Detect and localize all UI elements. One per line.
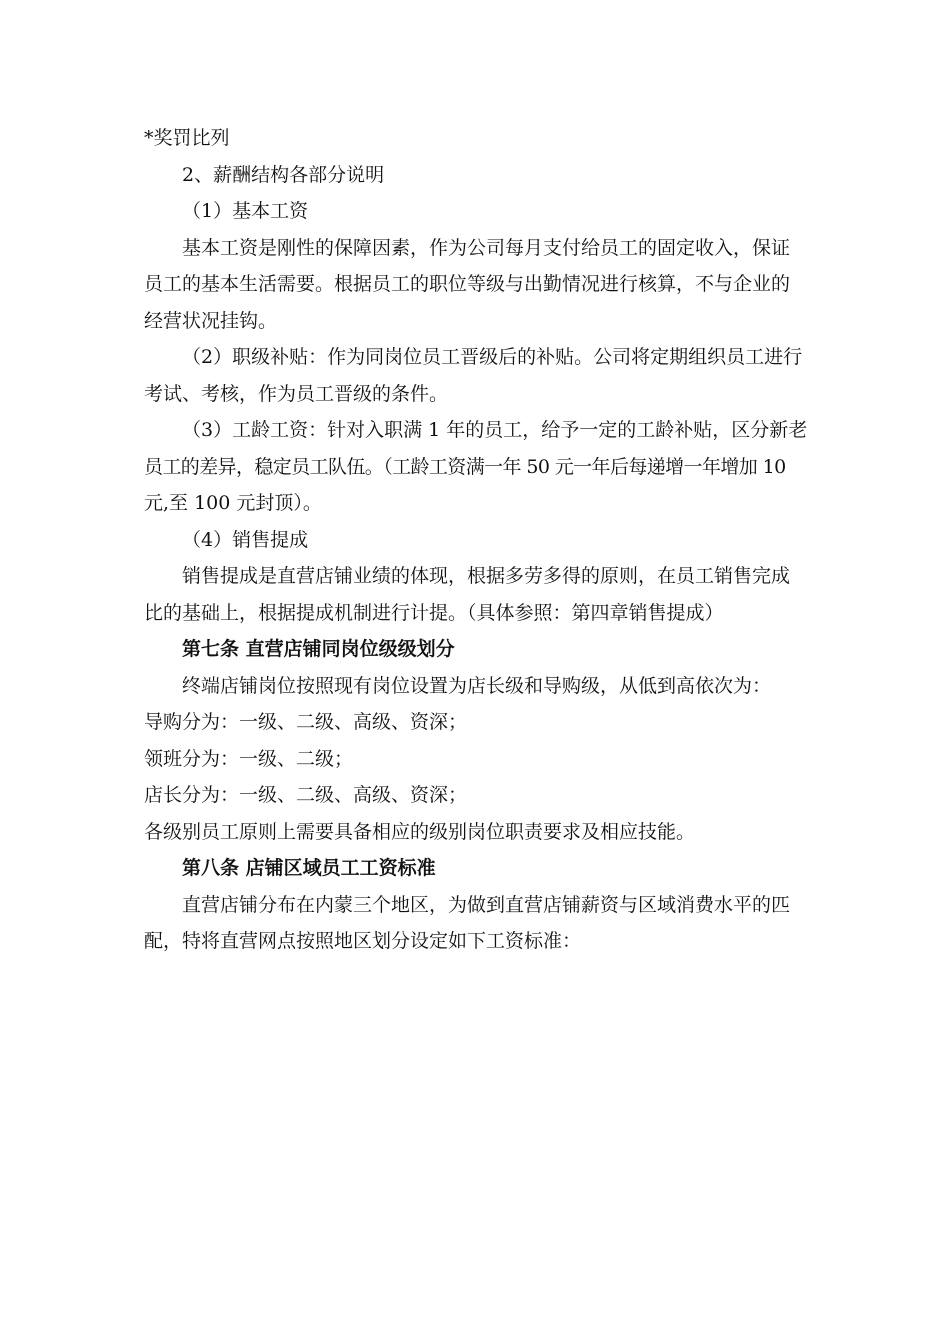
list-item: 导购分为：一级、二级、高级、资深； <box>144 711 468 733</box>
paragraph-line: 比的基础上，根据提成机制进行计提。（具体参照：第四章销售提成） <box>144 601 724 624</box>
note-line: *奖罚比列 <box>144 127 230 149</box>
paragraph-line: 各级别员工原则上需要具备相应的级别岗位职责要求及相应技能。 <box>144 820 696 843</box>
paragraph-line: 元,至 100 元封顶）。 <box>144 492 322 514</box>
paragraph-line: 员工的差异，稳定员工队伍。（工龄工资满一年 50 元一年后每递增一年增加 10 <box>144 455 786 478</box>
subsection-sales-commission: （4）销售提成 <box>182 528 309 551</box>
article-seven-heading: 第七条 直营店铺同岗位级级划分 <box>182 638 455 660</box>
paragraph-line: （2）职级补贴：作为同岗位员工晋级后的补贴。公司将定期组织员工进行 <box>182 346 803 368</box>
article-eight-heading: 第八条 店铺区域员工工资标准 <box>182 857 436 879</box>
subsection-basic-salary: （1）基本工资 <box>182 200 309 222</box>
paragraph-line: 终端店铺岗位按照现有岗位设置为店长级和导购级，从低到高依次为： <box>182 674 772 697</box>
document-body <box>144 120 814 960</box>
paragraph-line: 员工的基本生活需要。根据员工的职位等级与出勤情况进行核算，不与企业的 <box>144 273 791 295</box>
section-title: 2、薪酬结构各部分说明 <box>182 163 385 186</box>
paragraph-line: 基本工资是刚性的保障因素，作为公司每月支付给员工的固定收入，保证 <box>182 236 791 259</box>
paragraph-line: 销售提成是直营店铺业绩的体现，根据多劳多得的原则，在员工销售完成 <box>182 565 791 587</box>
paragraph-line: （3）工龄工资：针对入职满 1 年的员工，给予一定的工龄补贴，区分新老 <box>182 419 808 441</box>
paragraph-line: 配，特将直营网点按照地区划分设定如下工资标准： <box>144 930 582 952</box>
list-item: 店长分为：一级、二级、高级、资深； <box>144 784 468 806</box>
paragraph-line: 经营状况挂钩。 <box>144 309 278 332</box>
paragraph-line: 考试、考核，作为员工晋级的条件。 <box>144 382 449 405</box>
paragraph-line: 直营店铺分布在内蒙三个地区，为做到直营店铺薪资与区域消费水平的匹 <box>182 893 791 916</box>
list-item: 领班分为：一级、二级； <box>144 747 354 770</box>
